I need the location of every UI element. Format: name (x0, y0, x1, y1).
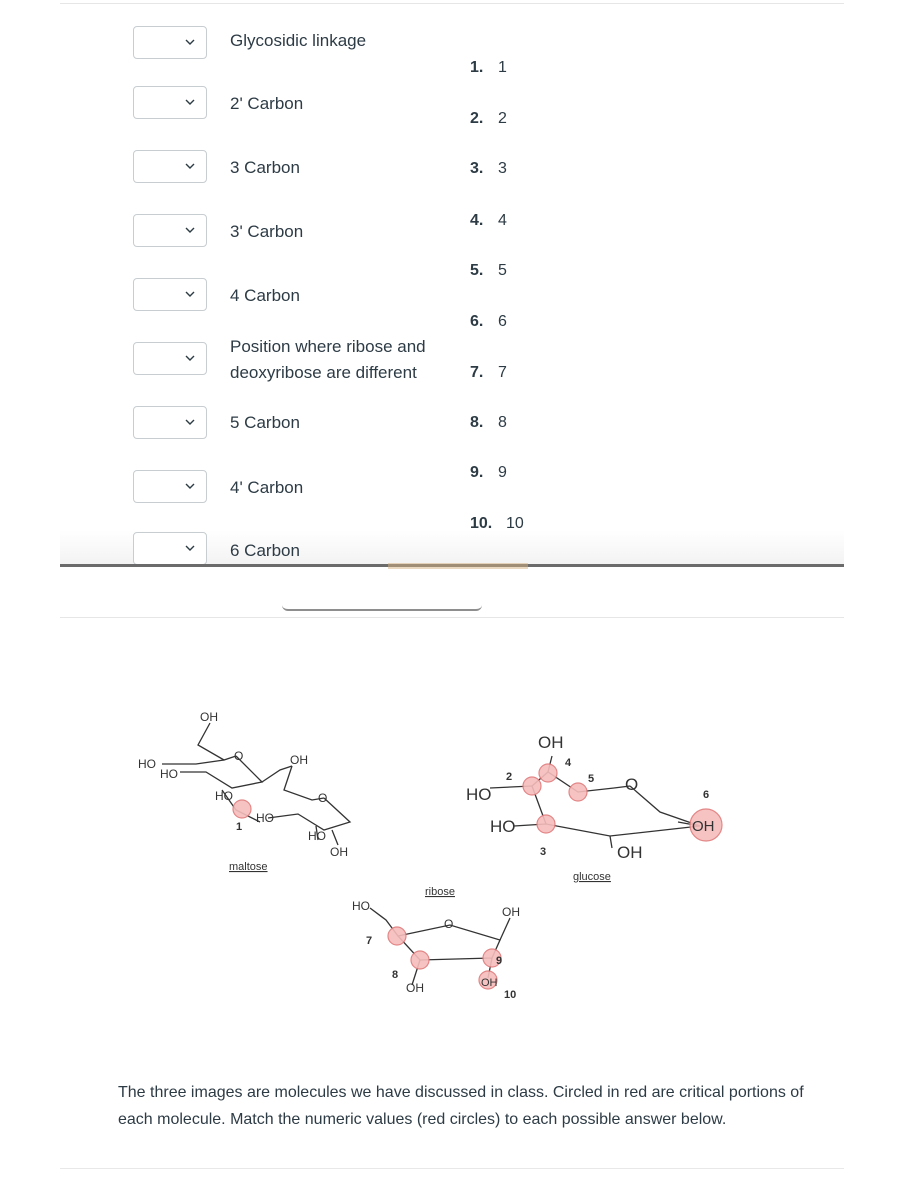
ribose-oh-1: OH (502, 905, 520, 919)
option-item (470, 212, 507, 230)
option-number: 10. (470, 515, 493, 532)
ribose-o: O (444, 917, 454, 931)
maltose-oh-2: OH (290, 753, 308, 767)
answer-select[interactable] (133, 214, 207, 247)
chevron-down-icon (183, 287, 197, 301)
answer-select[interactable] (133, 532, 207, 565)
chevron-down-icon (183, 35, 197, 49)
glucose-o-ring: O (625, 775, 639, 794)
answer-select[interactable] (133, 278, 207, 311)
circle-label-3: 3 (540, 846, 547, 858)
row-label: 3' Carbon (230, 222, 304, 241)
option-item (470, 110, 507, 128)
option-value: 1 (498, 59, 507, 76)
circle-label-1: 1 (236, 821, 243, 833)
answer-select[interactable] (133, 26, 207, 59)
circle-label-4: 4 (565, 757, 572, 769)
row-label: Glycosidic linkage (230, 31, 367, 50)
option-value: 5 (498, 262, 507, 279)
collapsed-panel-edge (282, 605, 482, 611)
answer-select[interactable] (133, 470, 207, 503)
faded-toolbar-strip (388, 563, 528, 569)
glucose-ho-1: HO (466, 785, 492, 804)
maltose-oh-3: OH (330, 845, 348, 859)
chevron-down-icon (183, 415, 197, 429)
option-value: 6 (498, 313, 507, 330)
maltose-ho-4: HO (256, 811, 274, 825)
figure-top-divider (60, 617, 844, 618)
glucose-structure (490, 756, 700, 848)
row-label-line1: Position where ribose and (230, 337, 426, 356)
option-item (470, 414, 507, 432)
question-caption: The three images are molecules we have discussed in class. Circled in red are critical portions of each molecule. Match the numeric values (red circles) to each possible answer below. (118, 1084, 804, 1128)
answer-select[interactable] (133, 150, 207, 183)
glucose-oh-6: OH (692, 818, 715, 835)
chevron-down-icon (183, 351, 197, 365)
maltose-oh-top: OH (200, 710, 218, 724)
circle-label-5: 5 (588, 773, 595, 785)
ribose-oh-3: OH (481, 977, 498, 989)
glucose-name: glucose (573, 871, 611, 883)
option-item (470, 160, 507, 178)
option-item (470, 464, 507, 482)
glucose-ho-2: HO (490, 817, 516, 836)
option-value: 4 (498, 212, 507, 229)
row-label: 4' Carbon (230, 478, 304, 497)
maltose-name: maltose (229, 861, 268, 873)
circle-label-9: 9 (496, 955, 503, 967)
option-number: 6. (470, 313, 484, 330)
maltose-ho-3: HO (215, 789, 233, 803)
answer-select[interactable] (133, 86, 207, 119)
option-value: 8 (498, 414, 507, 431)
option-item (470, 515, 524, 533)
chevron-down-icon (183, 223, 197, 237)
option-number: 8. (470, 414, 484, 431)
option-item (470, 313, 507, 331)
glucose-oh-top: OH (538, 733, 564, 752)
molecule-figure (0, 630, 904, 1070)
option-number: 1. (470, 59, 484, 76)
ribose-oh-2: OH (406, 981, 424, 995)
option-value: 3 (498, 160, 507, 177)
circle-label-8: 8 (392, 969, 399, 981)
ribose-ho: HO (352, 899, 370, 913)
chevron-down-icon (183, 541, 197, 555)
row-label: 5 Carbon (230, 413, 300, 432)
option-number: 4. (470, 212, 484, 229)
maltose-o-ring: O (234, 749, 244, 763)
circle-label-10: 10 (504, 989, 517, 1001)
maltose-ho-1: HO (138, 757, 156, 771)
option-value: 9 (498, 464, 507, 481)
maltose-structure (162, 723, 350, 845)
option-number: 5. (470, 262, 484, 279)
bottom-divider (60, 1168, 844, 1169)
row-label: 6 Carbon (230, 541, 300, 560)
option-item (470, 262, 507, 280)
chevron-down-icon (183, 479, 197, 493)
option-number: 7. (470, 364, 484, 381)
circle-label-7: 7 (366, 935, 373, 947)
row-label: 4 Carbon (230, 286, 300, 305)
circle-label-6: 6 (703, 789, 710, 801)
option-value: 10 (506, 515, 524, 532)
answer-select[interactable] (133, 342, 207, 375)
circle-label-2: 2 (506, 771, 513, 783)
chevron-down-icon (183, 159, 197, 173)
chevron-down-icon (183, 95, 197, 109)
glucose-oh-bottom: OH (617, 843, 643, 862)
maltose-ho-2: HO (160, 767, 178, 781)
ribose-name: ribose (425, 886, 455, 898)
option-number: 3. (470, 160, 484, 177)
option-value: 2 (498, 110, 507, 127)
answer-select[interactable] (133, 406, 207, 439)
option-number: 2. (470, 110, 484, 127)
option-item (470, 364, 507, 382)
row-label: 3 Carbon (230, 158, 300, 177)
row-label: 2' Carbon (230, 94, 304, 113)
option-item (470, 59, 507, 77)
maltose-ho-5: HO (308, 829, 326, 843)
option-number: 9. (470, 464, 484, 481)
option-value: 7 (498, 364, 507, 381)
row-label-line2: deoxyribose are different (230, 363, 417, 382)
maltose-o-ring-2: O (318, 791, 328, 805)
top-divider (60, 3, 844, 4)
